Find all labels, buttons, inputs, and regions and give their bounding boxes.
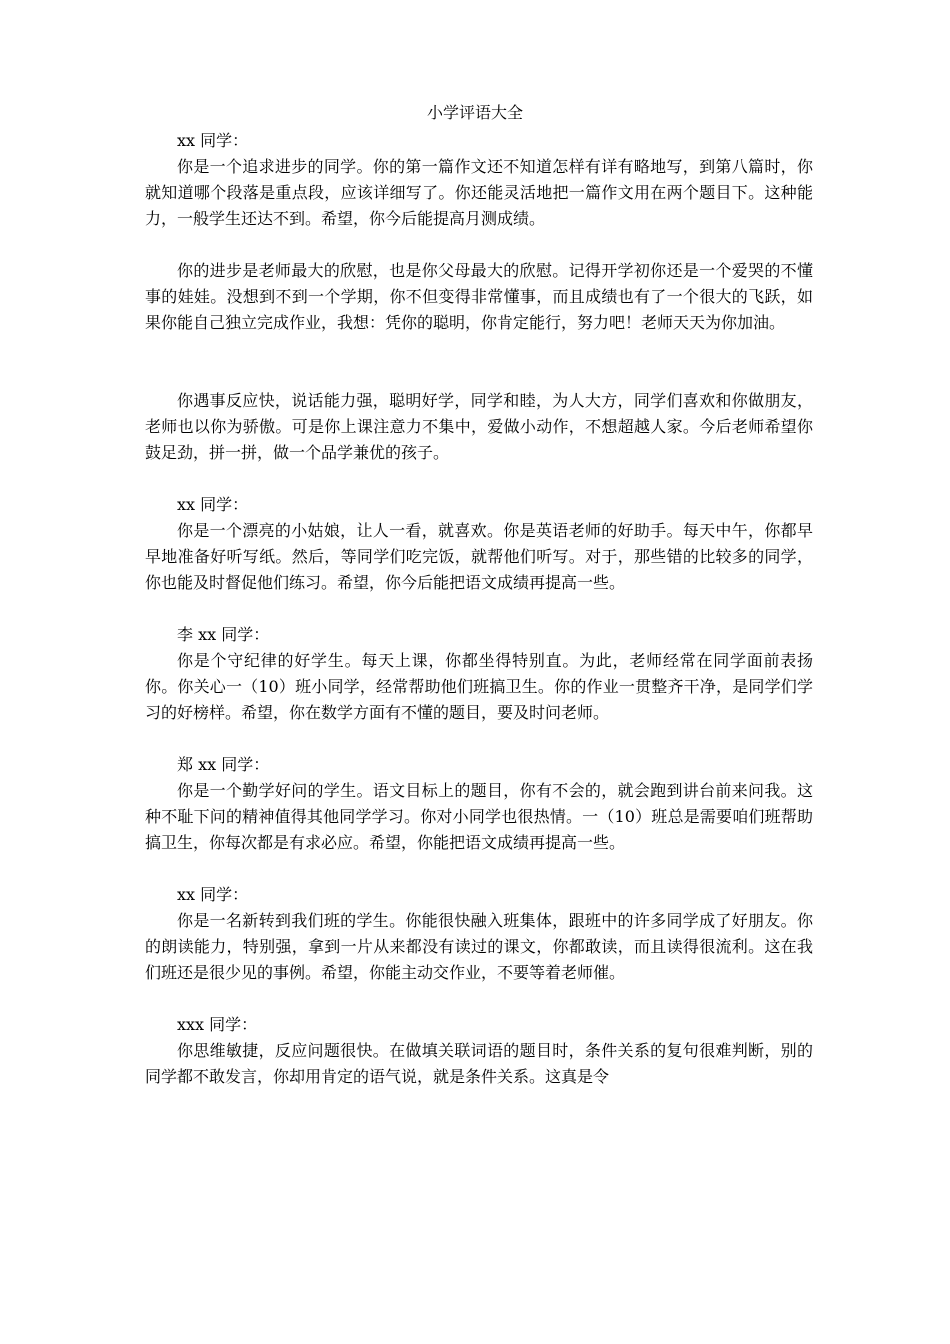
spacer	[145, 336, 813, 388]
salutation: xx 同学：	[177, 885, 249, 904]
document-title: 小学评语大全	[426, 103, 523, 122]
spacer	[145, 986, 813, 1012]
salutation: xxx 同学：	[177, 1015, 258, 1034]
comment-text: 你思维敏捷，反应问题很快。在做填关联词语的题目时，条件关系的复句很难判断，别的同学都不敢发言，你却用肯定的语气说，就是条件关系。这真是令	[145, 1041, 813, 1086]
salutation: 李 xx 同学：	[177, 625, 270, 644]
salutation: xx 同学：	[177, 495, 249, 514]
spacer	[145, 466, 813, 492]
document-body	[145, 128, 813, 1090]
comment-text: 你是一个勤学好问的学生。语文目标上的题目，你有不会的，就会跑到讲台前来问我。这种不耻下问的精神值得其他同学学习。你对小同学也很热情。一（10）班总是需要咱们班帮助搞卫生，你每次都是有求必应。希望，你能把语文成绩再提高一些。	[145, 781, 813, 852]
comment-text: 你遇事反应快，说话能力强，聪明好学，同学和睦，为人大方，同学们喜欢和你做朋友，老师也以你为骄傲。可是你上课注意力不集中，爱做小动作，不想超越人家。今后老师希望你鼓足劲，拼一拼，做一个品学兼优的孩子。	[145, 391, 813, 462]
comment-section-3	[145, 388, 813, 466]
comment-text: 你是一名新转到我们班的学生。你能很快融入班集体，跟班中的许多同学成了好朋友。你的朗读能力，特别强，拿到一片从来都没有读过的课文，你都敢读，而且读得很流利。这在我们班还是很少见的事例。希望，你能主动交作业，不要等着老师催。	[145, 911, 813, 982]
salutation: 郑 xx 同学：	[177, 755, 270, 774]
comment-text: 你是一个追求进步的同学。你的第一篇作文还不知道怎样有详有略地写，到第八篇时，你就知道哪个段落是重点段，应该详细写了。你还能灵活地把一篇作文用在两个题目下。这种能力，一般学生还达不到。希望，你今后能提高月测成绩。	[145, 157, 813, 228]
spacer	[145, 726, 813, 752]
comment-section-5	[145, 622, 813, 726]
comment-text: 你的进步是老师最大的欣慰，也是你父母最大的欣慰。记得开学初你还是一个爱哭的不懂事的娃娃。没想到不到一个学期，你不但变得非常懂事，而且成绩也有了一个很大的飞跃，如果你能自己独立完成作业，我想：凭你的聪明，你肯定能行，努力吧！老师天天为你加油。	[145, 261, 813, 332]
comment-text: 你是个守纪律的好学生。每天上课，你都坐得特别直。为此，老师经常在同学面前表扬你。你关心一（10）班小同学，经常帮助他们班搞卫生。你的作业一贯整齐干净，是同学们学习的好榜样。希望，你在数学方面有不懂的题目，要及时问老师。	[145, 651, 813, 722]
comment-section-4	[145, 492, 813, 596]
comment-section-1	[145, 128, 813, 232]
comment-section-8	[145, 1012, 813, 1090]
comment-section-6	[145, 752, 813, 856]
spacer	[145, 856, 813, 882]
comment-section-2	[145, 258, 813, 336]
comment-section-7	[145, 882, 813, 986]
salutation: xx 同学：	[177, 131, 249, 150]
comment-text: 你是一个漂亮的小姑娘，让人一看，就喜欢。你是英语老师的好助手。每天中午，你都早早地准备好听写纸。然后，等同学们吃完饭，就帮他们听写。对于，那些错的比较多的同学，你也能及时督促他们练习。希望，你今后能把语文成绩再提高一些。	[145, 521, 813, 592]
spacer	[145, 232, 813, 258]
spacer	[145, 596, 813, 622]
